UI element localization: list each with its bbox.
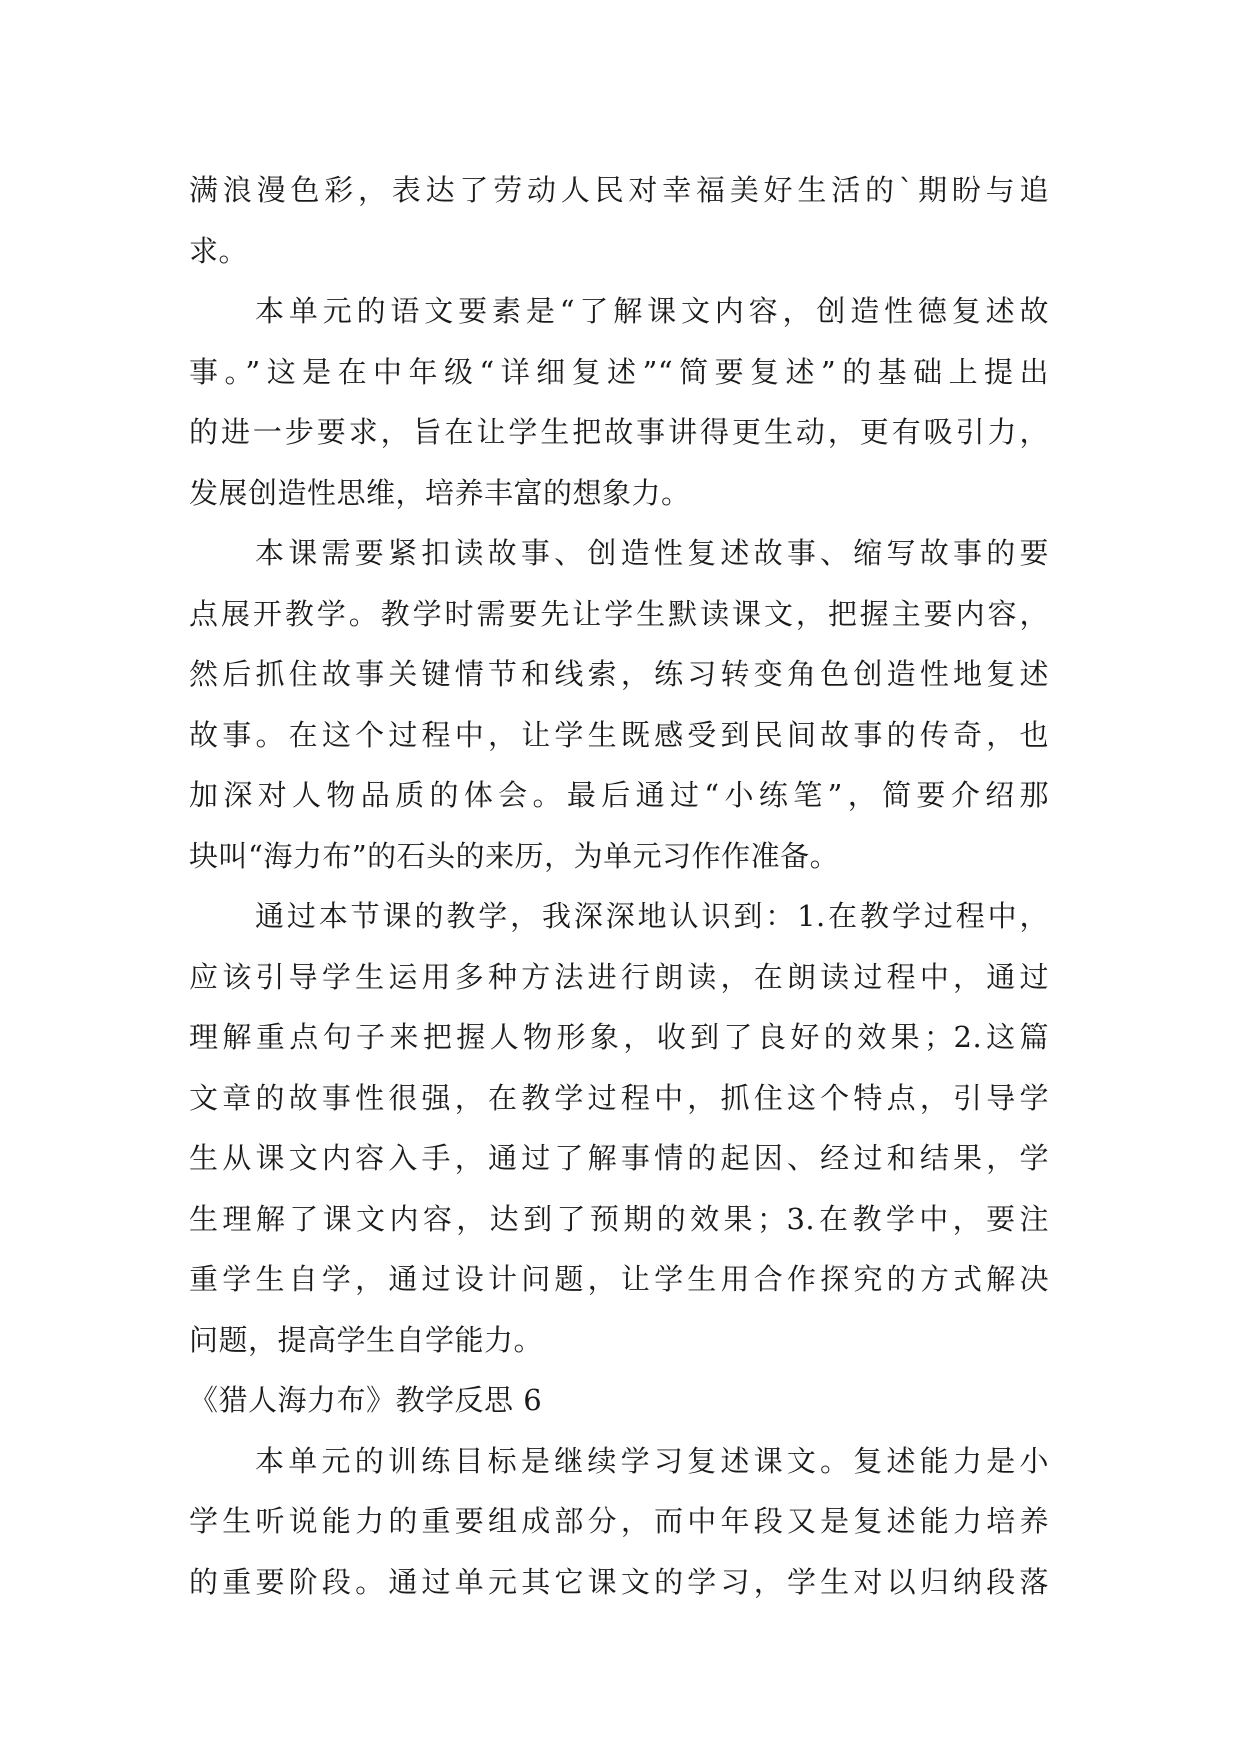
text-line: 生从课文内容入手，通过了解事情的起因、经过和结果，学 — [189, 1141, 1049, 1175]
text-line: 文章的故事性很强，在教学过程中，抓住这个特点，引导学 — [189, 1080, 1049, 1115]
text-line: 应该引导学生运用多种方法进行朗读，在朗读过程中，通过 — [189, 959, 1049, 994]
text-line: 块叫“海力布”的石头的来历，为单元习作作准备。 — [189, 838, 840, 873]
text-line: 然后抓住故事关键情节和线索，练习转变角色创造性地复述 — [189, 657, 1049, 691]
paragraph-4 — [189, 886, 1049, 1370]
text-line: 问题，提高学生自学能力。 — [189, 1322, 544, 1357]
text-line: 本单元的训练目标是继续学习复述课文。复述能力是小 — [255, 1443, 1049, 1478]
paragraph-2 — [189, 281, 1049, 523]
text-line: 点展开教学。教学时需要先让学生默读课文，把握主要内容， — [189, 596, 1049, 631]
text-line: 的进一步要求，旨在让学生把故事讲得更生动，更有吸引力， — [189, 415, 1049, 449]
text-line: 的重要阶段。通过单元其它课文的学习，学生对以归纳段落 — [189, 1564, 1049, 1599]
paragraph-3 — [189, 523, 1049, 886]
text-line: 理解重点句子来把握人物形象，收到了良好的效果；2.这篇 — [189, 1020, 1049, 1054]
section-heading: 《猎人海力布》教学反思 6 — [189, 1383, 543, 1417]
text-line: 加深对人物品质的体会。最后通过“小练笔”，简要介绍那 — [189, 778, 1049, 812]
text-line: 本课需要紧扣读故事、创造性复述故事、缩写故事的要 — [255, 536, 1049, 570]
text-line: 求。 — [189, 233, 249, 268]
text-line: 满浪漫色彩，表达了劳动人民对幸福美好生活的`期盼与追 — [189, 173, 1049, 207]
text-line: 学生听说能力的重要组成部分，而中年段又是复述能力培养 — [189, 1504, 1049, 1538]
paragraph-5 — [189, 1431, 1049, 1613]
text-line: 通过本节课的教学，我深深地认识到：1.在教学过程中， — [255, 899, 1049, 933]
text-line: 故事。在这个过程中，让学生既感受到民间故事的传奇，也 — [189, 717, 1049, 752]
text-line: 事。”这是在中年级“详细复述”“简要复述”的基础上提出 — [189, 354, 1049, 389]
text-line: 重学生自学，通过设计问题，让学生用合作探究的方式解决 — [189, 1262, 1049, 1296]
paragraph-1 — [189, 160, 1049, 281]
text-line: 生理解了课文内容，达到了预期的效果；3.在教学中，要注 — [189, 1201, 1049, 1236]
text-line: 本单元的语文要素是“了解课文内容，创造性德复述故 — [255, 294, 1049, 328]
text-line: 发展创造性思维，培养丰富的想象力。 — [189, 475, 691, 510]
document-body — [189, 160, 1049, 1612]
